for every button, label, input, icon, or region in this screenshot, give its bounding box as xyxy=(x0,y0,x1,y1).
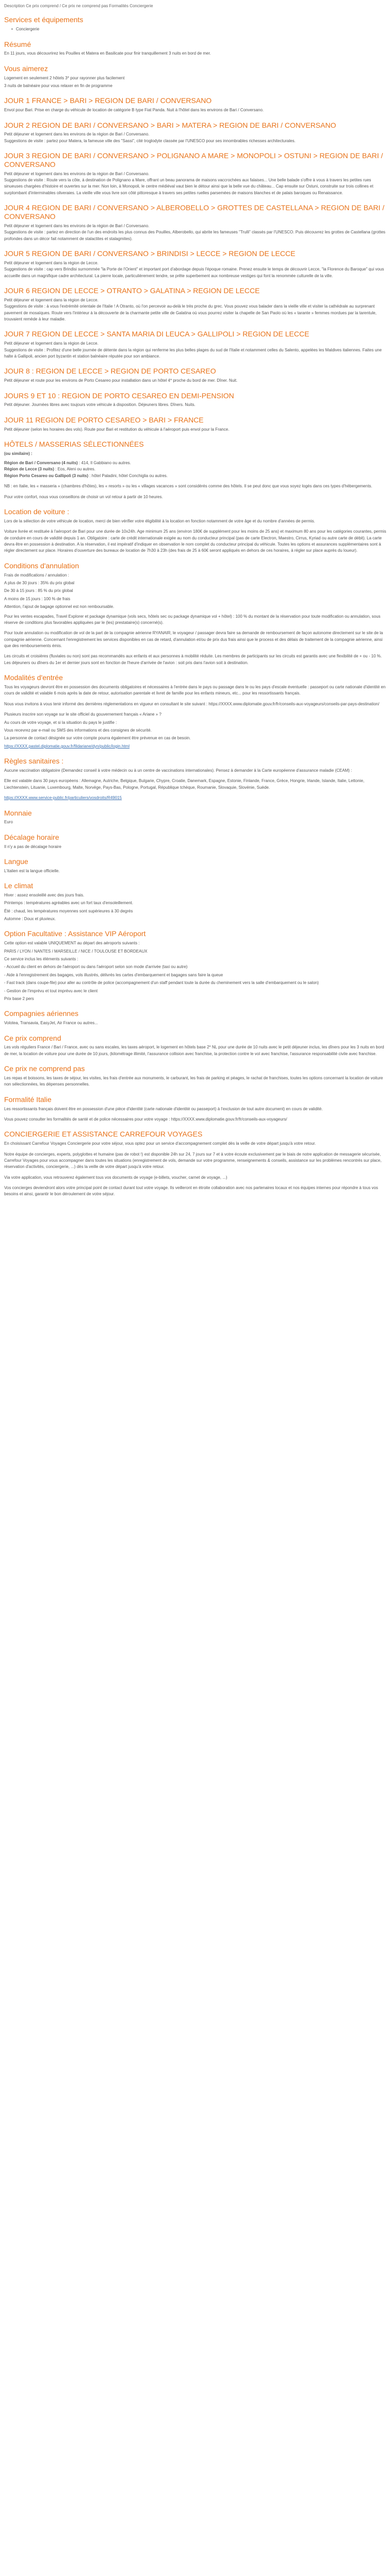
annulation-text: Les circuits et croisières (fluviales ou non) sont pas recommandés aux enfants et aux personnes à mobilité réduite. Les membres de participants sur les circuits est garantis avec une flexibilité de + ou - 10 %. Les déjeuners ou dîners du 1er et dernier jours sont en fonction de l'heure d'arrivée de l'avion : soit pris dans l'avion soit à destination. xyxy=(4,654,382,665)
annulation-line: Attention, l'ajout de bagage optionnel est non remboursable. xyxy=(4,604,115,609)
sanitaires-link[interactable]: https://XXXX.www.service-public.fr/particuliers/vosdroits/R49015 xyxy=(4,795,122,801)
day-title: JOUR 7 REGION DE LECCE > SANTA MARIA DI LEUCA > GALLIPOLI > REGION DE LECCE xyxy=(4,330,309,338)
sanitaires-title: Règles sanitaires : xyxy=(4,757,64,766)
day-text: Suggestions de visite : partez pour Matera, la fameuse ville des "Sassi", cité troglodyte classée par l'UNESCO pour ses innombrables richesses architecturales. xyxy=(4,138,296,143)
vous-aimerez-list xyxy=(4,75,387,90)
sanitaires-text: Elle est valable dans 30 pays européens : Allemagne, Autriche, Belgique, Bulgarie, Chypre, Croatie, Danemark, Espagne, Estonie, Finlande, France, Grèce, Hongrie, Irlande, Islande, Italie, Lettonie, Liechtenstein, Lituanie, Luxembourg, Malte, Norvège, Pays-Bas, Pologne, Portugal, République tchèque, Roumanie, Slovaquie, Slovénie, Suède. xyxy=(4,778,365,790)
day-title: JOUR 6 REGION DE LECCE > OTRANTO > GALATINA > REGION DE LECCE xyxy=(4,286,260,295)
services-title: Services et équipements xyxy=(4,15,84,24)
location-title: Location de voiture : xyxy=(4,507,70,516)
ne-comprend-text: Les repas et boissons, les taxes de séjour, les visites, les frais d'entrée aux monuments, le carburant, les frais de parking et péages, le rachat de franchises, toutes les options concernant la location de voiture non sélectionnées, les dépenses personnelles. xyxy=(4,1075,383,1087)
decalage-text: Il n'y a pas de décalage horaire xyxy=(4,844,61,849)
conciergerie-text: En choisissant Carrefour Voyages Conciergerie pour votre séjour, vous optez pour un service d'accompagnement complet dès la veille de votre départ jusqu'à votre retour. xyxy=(4,1141,316,1146)
day-text: Petit déjeuner et logement dans les environs de la région de Bari / Conversano. xyxy=(4,223,150,228)
modalites-text: Tous les voyageurs devront être en possession des documents obligatoires et nécessaires à l'entrée dans le pays ou passage dans le ou les pays d'escale éventuelle : passeport ou carte nationale d'identité en cours de validité et valable 6 mois après la date de retour, autorisation parentale et livret de famille pour les enfants mineurs, etc... pour les ressortissants français. xyxy=(4,685,386,696)
langue-text: L'italien est la langue officielle. xyxy=(4,868,60,873)
hotels-note: NB : en Italie, les « masseria » (chambres d'hôtes), les « resorts » ou les « villages vacances » sont considérés comme des hôtels. Il se peut donc que vous soyez logés dans ces types d'hébergements. xyxy=(4,484,372,489)
langue-title: Langue xyxy=(4,857,28,866)
annulation-text: Pour les ventes escapades, Travel Explorer et package dynamique (vols secs, hôtels sec ou package dynamique vol + hôtel) : 100 % du montant de la réservation pour toute modification ou annulation, sous réserve de conditions plus favorables appliquées par le (les) prestataire(s) concerné(s). xyxy=(4,614,381,625)
day-text: Petit déjeuner et logement dans la région de Lecce. xyxy=(4,341,99,346)
day-text: Petit déjeuner et route pour les environs de Porto Cesareo pour installation dans un hôtel 4* proche du bord de mer. Dîner. Nuit. xyxy=(4,378,238,383)
modalites-text: Nous vous invitons à vous tenir informé des dernières réglementations en vigueur en consultant le site suivant : https://XXXX.www.diplomatie.gouv.fr/fr/conseils-aux-voyageurs/conseils-par-pays-destination/ xyxy=(4,701,380,706)
climat-title: Le climat xyxy=(4,882,34,890)
day-text: Suggestions de visite : Profitez d'une belle journée de détente dans la région qui renferme les plus belles plages du sud de l'Italie et notamment celles du Salento, appelées les Maldives italiennes. Faites une halte à Gallipoli, ancien port byzantin et station balnéaire réputée pour son ambiance. xyxy=(4,347,382,359)
conciergerie-text: Notre équipe de concierges, experts, polyglottes et humaine (pas de robot !) est disponible 24h sur 24, 7 jours sur 7 et à votre écoute exclusivement par le biais de notre application de messagerie sécurisée, Carrefour Voyages pour vous accompagner dans toutes les situations (enregistrement de vols, demande sur votre programme, renseignements & conseils, assistance sur les problèmes rencontrés sur place, réservation d'activités, conciergerie, ...) dès la veille de votre départ jusqu'à votre retour. xyxy=(4,1151,382,1170)
annulation-line: A plus de 30 jours : 35% du prix global xyxy=(4,580,75,585)
day-text: Petit déjeuner et logement dans la région de Lecce. xyxy=(4,260,99,265)
vip-line: Prix base 2 pers xyxy=(4,996,34,1001)
ariane-link[interactable]: https://XXXX.pastel.diplomatie.gouv.fr/fildariane/dyn/public/login.html xyxy=(4,743,130,749)
vip-line: - Accueil du client en dehors de l'aéroport ou dans l'aéroport selon son mode d'arrivée (taxi ou autre) xyxy=(4,964,188,970)
day-title: JOUR 4 REGION DE BARI / CONVERSANO > ALBEROBELLO > GROTTES DE CASTELLANA > REGION DE BARI / CONVERSANO xyxy=(4,204,385,221)
climat-line: Hiver : assez ensoleillé avec des jours frais. xyxy=(4,892,85,897)
hotel-entry: Région de Lecce (3 nuits) : Eos, Aleni ou autres. xyxy=(4,467,95,472)
vip-title: Option Facultative : Assistance VIP Aéroport xyxy=(4,929,146,938)
hotel-entry: Région Porto Cesareo ou Gallipoli (3 nuits) : hôtel Paladini, hôtel Conchiglia ou autres. xyxy=(4,473,168,478)
service-item: • Conciergerie xyxy=(11,26,387,32)
day-text: Suggestions de visite : Route vers la côte, à destination de Polignano a Mare, offrant un beau panorama de maisons vaccrochées aux falaises... Une belle balade s'offre à vous à travers les petites rues sinueuses chargées d'histoire et ouvertes sur la mer. Non loin, à Monopoli, le centre médiéval vaut bien le détour ainsi que la belle vue du château... Cap ensuite sur Ostuni, construite sur trois collines et surplombant d'interminables oliveraies. La vieille ville vous livre son côté pittoresque à travers ses petites ruelles parsemées de maisons blanches et de palais baroques ou Renaissance. xyxy=(4,178,373,195)
hotels-note: Pour votre confort, nous vous conseillons de choisir un vol retour à partir de 10 heures. xyxy=(4,494,163,499)
compagnies-title: Compagnies aériennes xyxy=(4,1009,78,1018)
day-text: Petit déjeuner (selon les horaires des vols). Route pour Bari et restitution du véhicule à l'aéroport puis envol pour la France. xyxy=(4,427,230,432)
day-title: JOUR 11 REGION DE PORTO CESAREO > BARI > FRANCE xyxy=(4,415,204,424)
modalites-text: Vous recevrez par e-mail ou SMS des informations et des consignes de sécurité. xyxy=(4,728,152,733)
comprend-text: Les vols réguliers France / Bari / France, avec ou sans escales, les taxes aéroport, le logement en hôtels base 2* NL pour une durée de 10 nuits avec le petit déjeuner inclus, les dîners pour les 3 nuits en bord de mer, la location de voiture pour une durée de 10 jours, (kilométrage illimité, l'assurance collision avec franchise, la protection contre le vol avec franchise, l'assurance responsabilité civile avec franchise. xyxy=(4,1045,384,1056)
conciergerie-text: Vos concierges deviendront alors votre principal point de contact durant tout votre voyage. Ils veilleront en étroite collaboration avec nos partenaires locaux et nos équipes internes pour répondre à tous vos besoins et ainsi, garantir le bon déroulement de votre séjour. xyxy=(4,1185,378,1197)
monnaie-text: Euro xyxy=(4,820,13,825)
climat-line: Été : chaud, les températures moyennes sont supérieures à 30 degrés xyxy=(4,908,133,913)
location-text: Voiture livrée et restituée à l'aéroport de Bari pour une durée de 10x24h. Age minimum 25 ans (environ 180€ de supplément pour les moins de 25 ans) et maximum 80 ans pour les catégories courantes, permis de conduire en cours de validité depuis 1 an. Obligatoire : carte de crédit internationale exigée au nom du conducteur principal (pas de carte Electron, Maestro, Cirrus, Kyriad ou autre carte de débit). La carte devra être en possession à destination. A la réservation, il est impératif d'indiquer en observation le nom complet du conducteur principal du véhicule. Toutes les options et assurances supplémentaires sont à régler directement sur place. Horaires d'ouverture des bureaux de location de 7h30 à 23h (des frais de 25 à 60€ seront appliqués en dehors de ces horaires, à régler sur place auprès du loueur). xyxy=(4,529,386,553)
vous-aimerez-line: 3 nuits de balnéaire pour vous relaxer en fin de programme xyxy=(4,83,112,88)
day-text: Suggestions de visite : partez en direction de l'un des endroits les plus connus des Pouilles, Alberobello, qui abrite les fameuses "Trulli" classés par l'UNESCO. Puis découvrez les grottes de Castellana (grottes profondes dans un décor fait notamment de stalactites et stalagmites). xyxy=(4,230,386,241)
conciergerie-text: Via votre application, vous retrouverez également tous vos documents de voyage (e-billets, voucher, carnet de voyage, ...) xyxy=(4,1175,227,1180)
vous-aimerez-line: Logement en seulement 2 hôtels 3* pour rayonner plus facilement xyxy=(4,75,125,80)
day-text: Petit déjeuner et logement dans les environs de la région de Bari / Conversano. xyxy=(4,132,150,137)
intro-breadcrumb: Description Ce prix comprend / Ce prix ne comprend pas Formalités Conciergerie xyxy=(4,4,153,8)
annulation-line: Frais de modifications / annulation : xyxy=(4,572,69,578)
comprend-title: Ce prix comprend xyxy=(4,1033,61,1042)
sanitaires-text: Aucune vaccination obligatoire (Demandez conseil à votre médecin ou à un centre de vaccinations internationales). Pensez à demander à la Carte européenne d'assurance maladie (CEAM) : xyxy=(4,768,352,773)
ne-comprend-title: Ce prix ne comprend pas xyxy=(4,1064,85,1073)
itinerary xyxy=(4,96,387,433)
hotels-subtitle: (ou similaire) : xyxy=(4,451,32,456)
services-list xyxy=(11,26,387,32)
hotels-list xyxy=(4,451,387,480)
vip-line: Cette option est valable UNIQUEMENT au départ des aéroports suivants : xyxy=(4,941,140,946)
vip-line: - Fast track (dans coupe-file) pour aller au contrôle de police (accompagnement d'un staff pendant toute la durée du cheminement vers la salle d'embarquement ou le salon) xyxy=(4,980,319,986)
day-text: Petit déjeuner et logement dans la région de Lecce. xyxy=(4,297,99,302)
hotel-entry: Région de Bari / Conversano (4 nuits) : 414, Il Gabbiano ou autres. xyxy=(4,461,131,466)
conciergerie-title: CONCIERGERIE ET ASSISTANCE CARREFOUR VOYAGES xyxy=(4,1130,203,1139)
day-title: JOUR 1 FRANCE > BARI > REGION DE BARI / CONVERSANO xyxy=(4,96,212,105)
vip-line: Ce service inclus les éléments suivants : xyxy=(4,957,78,962)
day-text: Suggestions de visite : cap vers Brindisi surnommée "la Porte de l'Orient" et important port d'abordage depuis l'époque romaine. Prenez ensuite le temps de découvrir Lecce, "la Florence du Baroque" qui vous accueille dans un magnifique cadre architectural. La pierre locale, particulièrement tendre, se prête superbement aux nombreuse vestiges qui font la renommée culturelle de la ville. xyxy=(4,267,384,278)
modalites-text: Plusieurs inscrire son voyage sur le site officiel du gouvernement français « Ariane » ? xyxy=(4,712,161,717)
compagnies-text: Volotea, Transavia, EasyJet, Air France ou autres... xyxy=(4,1021,98,1026)
climat-line: Printemps : températures agréables avec un fort taux d'ensoleillement. xyxy=(4,901,134,906)
day-title: JOUR 5 REGION DE BARI / CONVERSANO > BRINDISI > LECCE > REGION DE LECCE xyxy=(4,249,296,258)
day-title: JOUR 2 REGION DE BARI / CONVERSANO > BARI > MATERA > REGION DE BARI / CONVERSANO xyxy=(4,121,336,129)
day-title: JOUR 8 : REGION DE LECCE > REGION DE PORTO CESAREO xyxy=(4,367,216,376)
day-text: Suggestions de visite : à vous l'extrémité orientale de l'Italie ! A Otranto, où l'on percevoir au-delà le très proche du grec. Vous pouvez vous balader dans la vieille ville et visiter la cathédrale au surprenant pavement de mosaïques. Route vers l'intérieur à la découverte de la charmante petite ville de Galatina où vous pourrez visiter la chapelle de San Paolo où les « tarante » femmes mordues par la tarentule, trouvaient remède à leur maladie. xyxy=(4,304,377,321)
day-title: JOUR 3 REGION DE BARI / CONVERSANO > POLIGNANO A MARE > MONOPOLI > OSTUNI > REGION DE BARI / CONVERSANO xyxy=(4,151,383,168)
modalites-text: Au cours de votre voyage, et si la situation du pays le justifie : xyxy=(4,720,117,725)
formalite-title: Formalité Italie xyxy=(4,1095,52,1104)
day-text: Envol pour Bari. Prise en charge du véhicule de location de catégorie B type Fiat Panda. Nuit à l'hôtel dans les environs de Bari / Conversano. xyxy=(4,108,264,113)
vous-aimerez-title: Vous aimerez xyxy=(4,64,48,73)
hotels-title: HÔTELS / MASSERIAS SÉLECTIONNÉES xyxy=(4,439,144,448)
annulation-title: Conditions d'annulation xyxy=(4,561,79,570)
modalites-text: La personne de contact désignée sur votre compte pourra également être prévenue en cas de besoin. xyxy=(4,736,191,741)
annulation-line: De 30 à 15 jours : 85 % du prix global xyxy=(4,588,73,594)
annulation-text: Pour toute annulation ou modification de vol de la part de la compagnie aérienne RYANAIR, le voyageur / passager devra faire sa demande de remboursement de façon autonome directement sur le site de la compagnie aérienne. Concernant l'enregistrement les services disponibles en cas de retard, d'annulation et/ou de prix dus frais ainsi que le process et des délais de traitement de la compagnie aérienne, ainsi que des remboursements émis. xyxy=(4,631,383,649)
day-title: JOURS 9 ET 10 : REGION DE PORTO CESAREO EN DEMI-PENSION xyxy=(4,391,234,400)
decalage-title: Décalage horaire xyxy=(4,833,59,841)
resume-title: Résumé xyxy=(4,40,31,48)
day-text: Petit déjeuner. Journées libres avec toujours votre véhicule à disposition. Déjeuners libres. Dîners. Nuits. xyxy=(4,402,196,408)
formalite-text: Vous pouvez consulter les formalités de santé et de police nécessaires pour votre voyage : https://XXXX.www.diplomatie.gouv.fr/fr/conseils-aux-voyageurs/ xyxy=(4,1116,287,1122)
formalite-text: Les ressortissants français doivent être en possession d'une pièce d'identité (carte nationale d'identité ou passeport) à l'exclusion de tout autre document) en cours de validité. xyxy=(4,1106,323,1111)
vip-line: - Aide à l'enregistrement des bagages, vols illustrés, délivrés les cartes d'embarquement et bagages sans faire la queue xyxy=(4,972,223,977)
vip-line: - Gestion de l'imprévu et tout imprévu avec le client xyxy=(4,988,98,993)
modalites-title: Modalités d'entrée xyxy=(4,673,63,682)
climat-line: Automne : Doux et pluvieux. xyxy=(4,917,56,922)
annulation-line: A moins de 15 jours : 100 % de frais xyxy=(4,596,71,601)
location-text: Lors de la sélection de votre véhicule de location, merci de bien vérifier votre éligibilité à la location en fonction notamment de votre âge et du nombre d'années de permis. xyxy=(4,518,315,523)
day-text: Petit déjeuner et logement dans les environs de la région de Bari / Conversano. xyxy=(4,171,150,176)
vip-line: PARIS / LYON / NANTES / MARSEILLE / NICE / TOULOUSE ET BORDEAUX xyxy=(4,948,148,954)
monnaie-title: Monnaie xyxy=(4,808,32,817)
resume-text: En 11 jours, vous découvrirez les Pouilles et Matera en Basilicate pour finir tranquillement 3 nuits en bord de mer. xyxy=(4,51,211,56)
